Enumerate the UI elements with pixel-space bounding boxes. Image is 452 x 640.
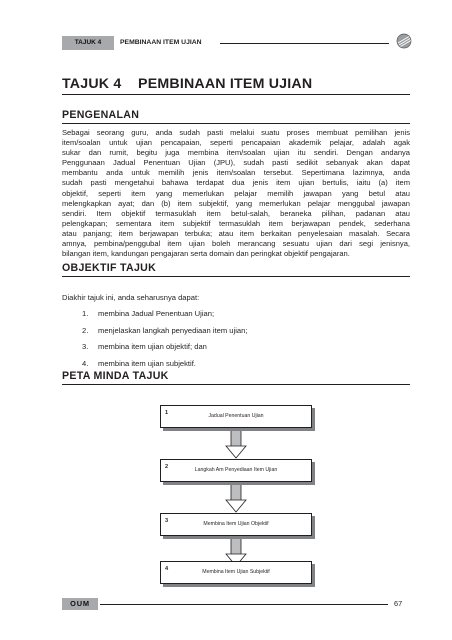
paragraph-line: sukar dan rumit, begitu juga membina item/soalan ujian itu sendiri. Dengan andanya bbox=[62, 148, 410, 158]
list-text: membina item ujian objektif; dan bbox=[98, 342, 207, 351]
footer-rule bbox=[100, 604, 388, 605]
mind-map-box-3 bbox=[160, 513, 312, 536]
page-title bbox=[62, 76, 312, 92]
list-number: 4. bbox=[82, 358, 89, 368]
footer-brand: OUM bbox=[62, 598, 98, 610]
connector-1-2 bbox=[226, 426, 246, 458]
paragraph-line: melengkapkan ayat; dan (b) item subjektif, yang memerlukan pelajar menggubal jawapan bbox=[62, 198, 410, 208]
intro-paragraph bbox=[62, 128, 410, 259]
box-label: Langkah Am Penyediaan Item Ujian bbox=[194, 467, 278, 473]
paragraph-line: objektif, seperti item yang memerlukan pelajar memilih jawapan yang betul atau bbox=[62, 188, 410, 198]
list-text: membina item ujian subjektif. bbox=[98, 358, 196, 368]
section-heading-objektif: OBJEKTIF TAJUK bbox=[62, 262, 157, 274]
box-number: 4 bbox=[165, 566, 169, 572]
chapter-tab: TAJUK 4 bbox=[62, 36, 114, 50]
list-item bbox=[62, 323, 392, 340]
mind-map-box-2 bbox=[160, 459, 312, 482]
section-rule bbox=[62, 276, 410, 277]
list-number: 3. bbox=[82, 342, 89, 351]
paragraph-line: bilangan item, kandungan pengajaran serta domain dan peringkat objektif pengajaran. bbox=[62, 249, 350, 259]
box-label: Jadual Penentuan Ujian bbox=[208, 413, 264, 419]
list-text: menjelaskan langkah penyediaan item ujian; bbox=[98, 325, 248, 335]
chapter-heading: TAJUK 4 PEMBINAAN ITEM UJIAN bbox=[62, 76, 313, 92]
box-number: 3 bbox=[165, 518, 169, 524]
paragraph-line: pelengkapan; sementara item subjektif termasuklah item berjawapan pendek, sederhana bbox=[62, 218, 410, 228]
paragraph-line: membantu anda untuk memilih jenis item/soalan tersebut. Sepertimana lazimnya, anda bbox=[62, 168, 410, 178]
paragraph-line: amnya, pembina/penggubal item ujian boleh merancang sesuatu ujian dari segi jenisnya, bbox=[62, 239, 410, 249]
connector-2-3 bbox=[226, 480, 246, 512]
page-number: 67 bbox=[394, 599, 403, 608]
section-heading-pengenalan: PENGENALAN bbox=[62, 109, 140, 121]
running-header bbox=[62, 36, 410, 50]
title-rule bbox=[62, 94, 410, 95]
section-heading-peta-minda: PETA MINDA TAJUK bbox=[62, 370, 169, 382]
box-label: Membina Item Ujian Subjektif bbox=[202, 569, 270, 575]
section-rule bbox=[62, 384, 410, 385]
list-item bbox=[62, 306, 392, 323]
paragraph-line: Penggunaan Jadual Penentuan Ujian (JPU), sudah pasti sedikit sebanyak akan dapat bbox=[62, 158, 410, 168]
mind-map-connectors bbox=[150, 402, 330, 587]
list-item bbox=[62, 339, 392, 356]
running-chapter-title: PEMBINAAN ITEM UJIAN bbox=[120, 39, 202, 46]
paragraph-line: Sebagai seorang guru, anda sudah pasti melalui suatu proses membuat pemilihan jenis bbox=[62, 128, 410, 137]
box-number: 1 bbox=[165, 410, 169, 416]
paragraph-line: item/soalan untuk ujian pencapaian, seperti pencapaian akademik pelajar, adalah agak bbox=[62, 138, 410, 148]
list-number: 1. bbox=[82, 309, 89, 318]
section-rule bbox=[62, 123, 410, 124]
objectives-list bbox=[62, 306, 392, 372]
box-label: Membina Item Ujian Objektif bbox=[203, 521, 269, 527]
list-number: 2. bbox=[82, 325, 89, 335]
header-rule bbox=[220, 43, 389, 44]
paragraph-line: atau panjang; item berjawapan terbuka; atau item berkaitan penyelesaian masalah. Secara bbox=[62, 228, 410, 238]
mind-map-box-4 bbox=[160, 561, 312, 584]
oum-globe-logo-icon bbox=[396, 33, 412, 49]
list-text: membina Jadual Penentuan Ujian; bbox=[98, 309, 215, 318]
paragraph-line: sendiri. Item objektif termasuklah item betul-salah, beraneka pilihan, padanan atau bbox=[62, 208, 410, 218]
box-number: 2 bbox=[165, 464, 169, 470]
paragraph-line: sudah pasti mengetahui bahawa terdapat dua jenis item ujian bertulis, iaitu (a) item bbox=[62, 178, 410, 188]
mind-map-diagram bbox=[150, 402, 330, 587]
mind-map-box-1 bbox=[160, 405, 312, 428]
objectives-intro: Diakhir tajuk ini, anda seharusnya dapat: bbox=[62, 293, 200, 302]
